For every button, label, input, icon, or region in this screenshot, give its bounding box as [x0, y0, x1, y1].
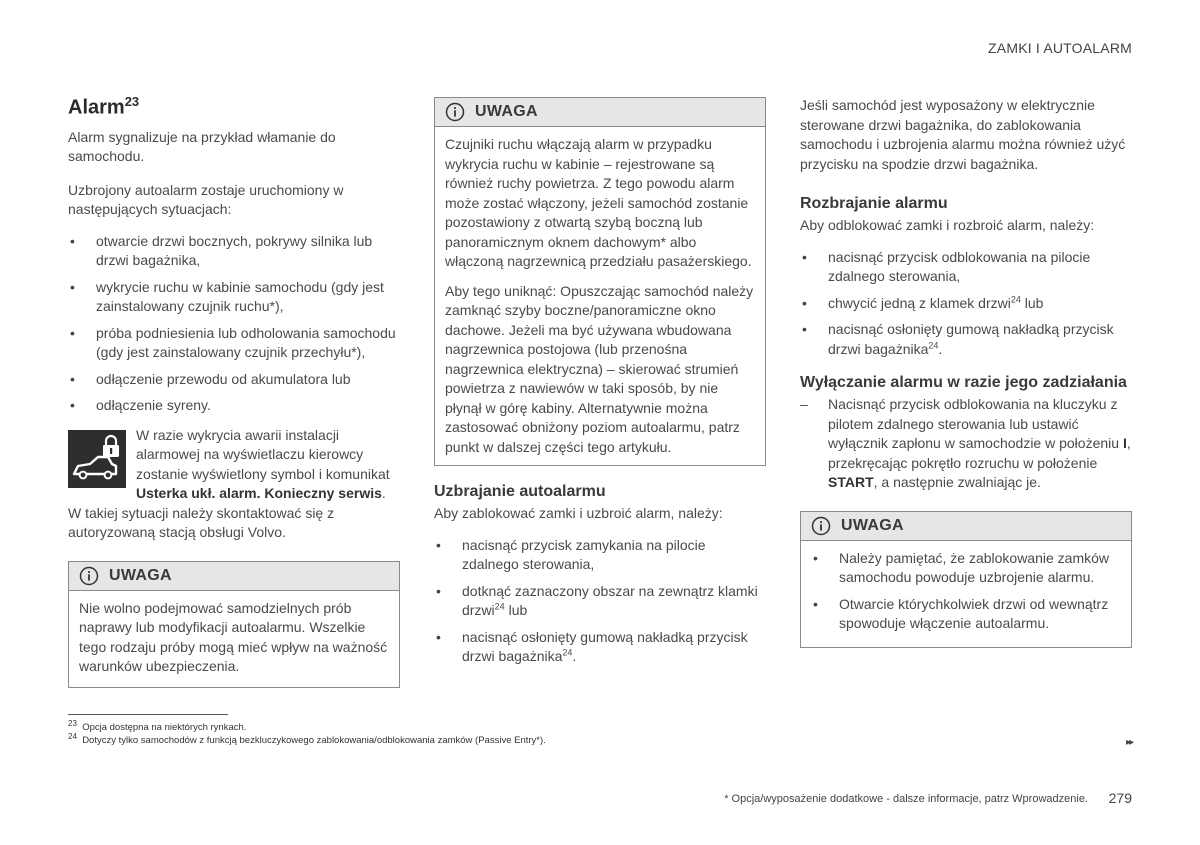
note-body — [801, 541, 1131, 647]
list-item: • chwycić jedną z klamek drzwi$^{24}$ lub — [800, 294, 1132, 314]
intro-text: Alarm sygnalizuje na przykład włamanie do samochodu. — [68, 128, 336, 165]
trigger-list — [68, 232, 400, 416]
note-body — [69, 591, 399, 687]
lead-text: Aby zablokować zamki i uzbroić alarm, należy: — [434, 505, 723, 521]
note-list — [811, 549, 1121, 634]
intro-text: Jeśli samochód jest wyposażony w elektrycznie sterowane drzwi bagażnika, do zablokowania samochodu i uzbrojenia alarmu można również użyć przycisku na spodzie drzwi bagażnika. — [800, 97, 1126, 172]
lead-text: Uzbrojony autoalarm zostaje uruchomiony w następujących sytuacjach: — [68, 181, 344, 218]
note-box — [68, 561, 400, 688]
subsection-title: Rozbrajanie alarmu — [800, 195, 948, 212]
footnote-23: $^{23}$ Opcja dostępna na niektórych rynkach. — [68, 719, 247, 734]
info-circle-icon — [79, 566, 99, 586]
note-title: UWAGA — [109, 566, 172, 584]
note-body — [435, 127, 765, 465]
note-box — [434, 97, 766, 466]
info-circle-icon — [811, 516, 831, 536]
next-page-arrows-icon: ▸▸ — [1125, 737, 1132, 748]
column-2 — [434, 97, 766, 677]
lead-text: Aby odblokować zamki i rozbroić alarm, należy: — [800, 217, 1095, 233]
note-text: Nie wolno podejmować samodzielnych prób naprawy lub modyfikacji autoalarmu. Wszelkie tego rodzaju próby mogą mieć wpływ na ważność warunków ubezpieczenia. — [79, 599, 388, 675]
section-title: Alarm$^{23}$ — [68, 94, 140, 119]
running-header: ZAMKI I AUTOALARM — [988, 40, 1132, 56]
note-text: Aby tego uniknąć: Opuszczając samochód należy zamknąć szyby boczne/panoramiczne okno dachowe. Jeżeli ma być używana wbudowana nagrzewnica postojowa (lub przenośna nagrzewnica elektryczna) – skierować strumień powietrza z nawiewów w taki sposób, by nie płynął w górę kabiny. Alternatywnie można zastosować obniżony poziom autoalarmu, patrz punkt w dalszej części tego artykułu. — [445, 282, 754, 455]
list-item: • próba podniesienia lub odholowania samochodu (gdy jest zainstalowany czujnik przechyłu*), — [68, 324, 400, 363]
subsection-title: Uzbrajanie autoalarmu — [434, 483, 606, 500]
note-title: UWAGA — [841, 516, 904, 534]
note-header — [801, 512, 1131, 541]
car-lock-warning-icon — [68, 430, 126, 488]
note-text: Czujniki ruchu włączają alarm w przypadku wykrycia ruchu w kabinie – rejestrowane są również ruchy powietrza. Z tego powodu alarm może zostać włączony, jeżeli samochód zostanie pozostawiony z otwartą szybą boczną lub panoramicznym oknem dachowym* albo włączoną nagrzewnicą przedziału pasażerskiego. — [445, 136, 752, 269]
footnote-24: $^{24}$ Dotyczy tylko samochodów z funkcją bezkluczykowego zablokowania/odblokowania zamków (Passive Entry*). — [68, 732, 546, 747]
list-item: • nacisnąć przycisk odblokowania na pilocie zdalnego sterowania, — [800, 248, 1132, 287]
list-item: • Należy pamiętać, że zablokowanie zamków samochodu powoduje uzbrojenie alarmu. — [811, 549, 1121, 588]
note-header — [435, 98, 765, 127]
list-item: • odłączenie przewodu od akumulatora lub — [68, 370, 400, 390]
footer-note: * Opcja/wyposażenie dodatkowe - dalsze informacje, patrz Wprowadzenie. — [724, 793, 1088, 805]
info-circle-icon — [445, 102, 465, 122]
list-item: • odłączenie syreny. — [68, 396, 400, 416]
list-item: • otwarcie drzwi bocznych, pokrywy silnika lub drzwi bagażnika, — [68, 232, 400, 271]
note-title: UWAGA — [475, 103, 538, 120]
list-item: • wykrycie ruchu w kabinie samochodu (gdy jest zainstalowany czujnik ruchu*), — [68, 278, 400, 317]
list-item: • nacisnąć osłonięty gumową nakładką przycisk drzwi bagażnika$^{24}$. — [800, 320, 1132, 359]
list-item: • dotknąć zaznaczony obszar na zewnątrz klamki drzwi$^{24}$ lub — [434, 582, 766, 621]
list-item: • nacisnąć przycisk zamykania na pilocie zdalnego sterowania, — [434, 536, 766, 575]
disarm-list — [800, 248, 1132, 360]
warning-paragraph: W razie wykrycia awarii instalacji alarmowej na wyświetlaczu kierowcy zostanie wyświetlony symbol i komunikat Usterka ukł. alarm. Konieczny serwis. W takiej sytuacji należy skontaktować się z autoryzowaną stacją obsługi Volvo. — [68, 426, 390, 541]
list-item: • nacisnąć osłonięty gumową nakładką przycisk drzwi bagażnika$^{24}$. — [434, 628, 766, 667]
column-1 — [68, 94, 400, 702]
off-steps — [800, 395, 1132, 493]
step-item: – Nacisnąć przycisk odblokowania na kluczyku z pilotem zdalnego sterowania lub ustawić wyłącznik zapłonu w samochodzie w położeniu I, przekręcając pokrętło rozruchu w położenie START, a następnie zwalniając je. — [800, 395, 1132, 493]
footnote-rule — [68, 714, 228, 715]
subsection-title: Wyłączanie alarmu w razie jego zadziałania — [800, 374, 1127, 391]
arm-list — [434, 536, 766, 667]
note-header — [69, 562, 399, 591]
note-box — [800, 511, 1132, 648]
page-number: 279 — [1108, 790, 1132, 806]
list-item: • Otwarcie którychkolwiek drzwi od wewnątrz spowoduje włączenie autoalarmu. — [811, 595, 1121, 634]
column-3 — [800, 96, 1132, 662]
